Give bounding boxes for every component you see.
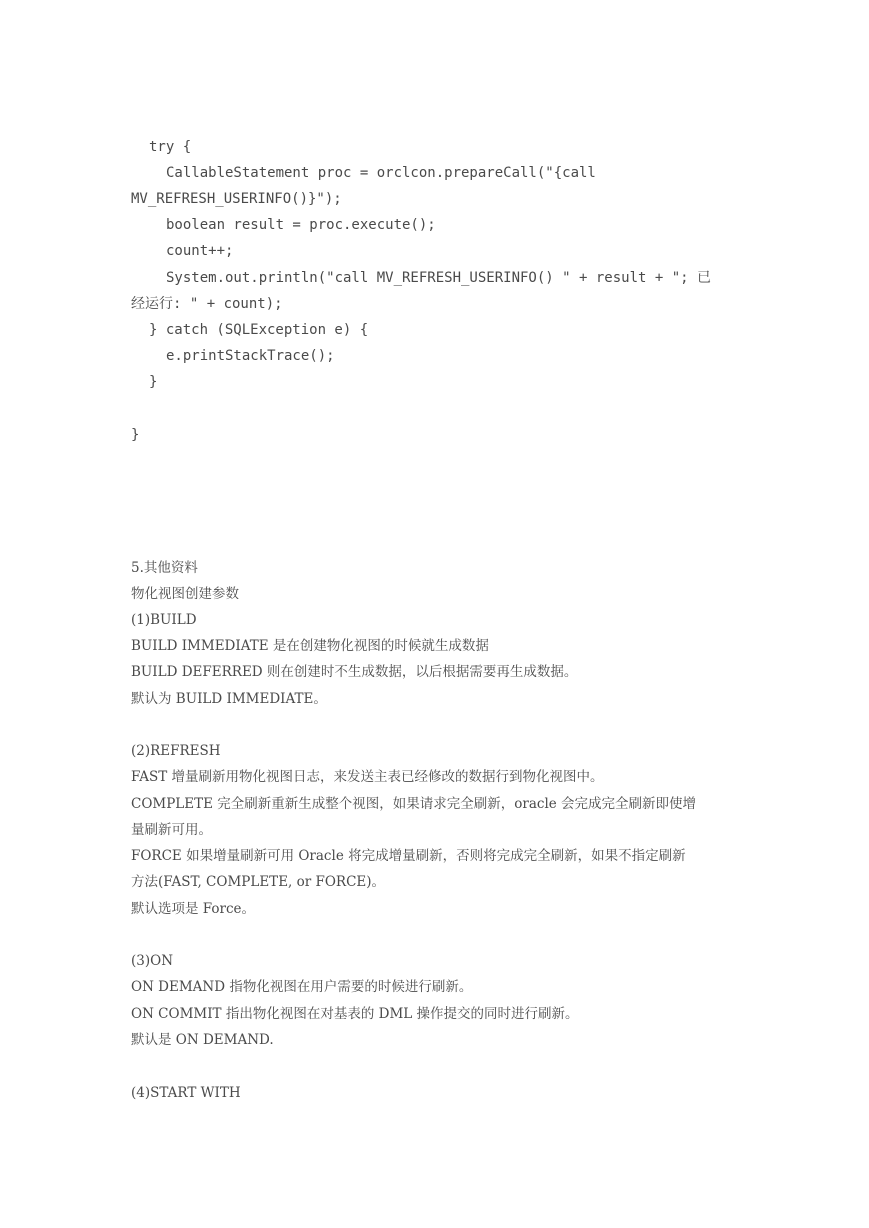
param-line: 方法(FAST, COMPLETE, or FORCE)。 xyxy=(131,874,386,890)
code-line: try { xyxy=(149,139,192,155)
code-line: MV_REFRESH_USERINFO()}"); xyxy=(131,191,342,207)
param-line: BUILD DEFERRED 则在创建时不生成数据，以后根据需要再生成数据。 xyxy=(131,664,578,680)
section-subheading: 物化视图创建参数 xyxy=(131,586,239,602)
param-title-start-with: (4)START WITH xyxy=(131,1085,241,1101)
param-line: FAST 增量刷新用物化视图日志，来发送主表已经修改的数据行到物化视图中。 xyxy=(131,769,604,785)
param-line: COMPLETE 完全刷新重新生成整个视图，如果请求完全刷新，oracle 会完成完全刷新即使增 xyxy=(131,796,697,812)
param-line: 默认是 ON DEMAND. xyxy=(131,1032,274,1048)
param-line: 量刷新可用。 xyxy=(131,822,212,838)
param-line: BUILD IMMEDIATE 是在创建物化视图的时候就生成数据 xyxy=(131,638,489,654)
code-line: } xyxy=(131,427,140,443)
param-title-build: (1)BUILD xyxy=(131,612,197,628)
code-line: 经运行: " + count); xyxy=(131,296,283,312)
param-line: FORCE 如果增量刷新可用 Oracle 将完成增量刷新，否则将完成完全刷新，如果不指定刷新 xyxy=(131,848,686,864)
code-line: boolean result = proc.execute(); xyxy=(166,217,436,233)
code-line: } catch (SQLException e) { xyxy=(149,322,369,338)
code-line: count++; xyxy=(166,243,234,259)
param-line: 默认选项是 Force。 xyxy=(131,901,256,917)
param-title-refresh: (2)REFRESH xyxy=(131,743,221,759)
code-line: System.out.println("call MV_REFRESH_USERINFO() " + result + "; 已 xyxy=(166,270,712,286)
code-line: } xyxy=(149,374,158,390)
param-line: 默认为 BUILD IMMEDIATE。 xyxy=(131,691,327,707)
code-line: CallableStatement proc = orclcon.prepareCall("{call xyxy=(166,165,596,181)
code-line: e.printStackTrace(); xyxy=(166,348,335,364)
param-title-on: (3)ON xyxy=(131,953,174,969)
section-heading: 5.其他资料 xyxy=(131,560,198,576)
param-line: ON DEMAND 指物化视图在用户需要的时候进行刷新。 xyxy=(131,979,473,995)
param-line: ON COMMIT 指出物化视图在对基表的 DML 操作提交的同时进行刷新。 xyxy=(131,1006,579,1022)
